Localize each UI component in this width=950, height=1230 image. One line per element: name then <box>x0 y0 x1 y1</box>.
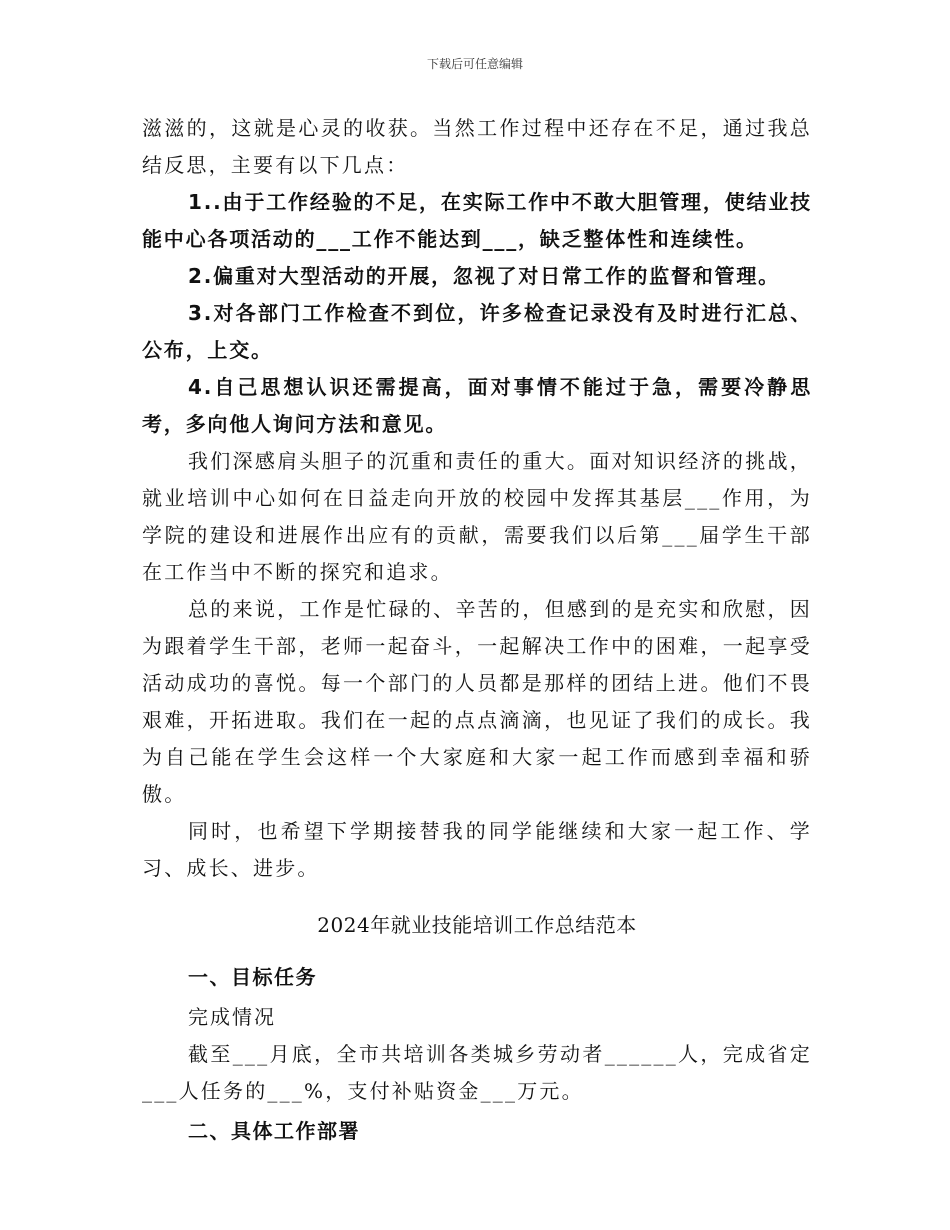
header-note: 下载后可任意编辑 <box>426 57 523 71</box>
subheading-completion: 完成情况 <box>188 1005 276 1029</box>
section-title: 2024年就业技能培训工作总结范本 <box>317 913 637 937</box>
heading-target-tasks: 一、目标任务 <box>188 965 317 989</box>
document-body <box>142 110 812 1153</box>
paragraph-hope: 同时，也希望下学期接替我的同学能继续和大家一起工作、学习、成长、进步。 <box>142 819 812 880</box>
paragraph-intro: 滋滋的，这就是心灵的收获。当然工作过程中还存在不足，通过我总结反思，主要有以下几点： <box>142 116 812 177</box>
issue-item-2: 2.偏重对大型活动的开展，忽视了对日常工作的监督和管理。 <box>188 264 780 288</box>
paragraph-summary: 总的来说，工作是忙碌的、辛苦的，但感到的是充实和欣慰，因为跟着学生干部，老师一起奋斗，一起解决工作中的困难，一起享受活动成功的喜悦。每一个部门的人员都是那样的团结上进。他们不畏艰难，开拓进取。我们在一起的点点滴滴，也见证了我们的成长。我为自己能在学生会这样一个大家庭和大家一起工作而感到幸福和骄傲。 <box>142 597 812 806</box>
issue-item-3: 3.对各部门工作检查不到位，许多检查记录没有及时进行汇总、公布，上交。 <box>142 301 812 362</box>
paragraph-stats: 截至___月底，全市共培训各类城乡劳动者______人，完成省定___人任务的___%，支付补贴资金___万元。 <box>142 1042 812 1103</box>
paragraph-responsibility: 我们深感肩头胆子的沉重和责任的重大。面对知识经济的挑战，就业培训中心如何在日益走向开放的校园中发挥其基层___作用，为学院的建设和进展作出应有的贡献，需要我们以后第___届学生干部在工作当中不断的探究和追求。 <box>142 449 812 584</box>
issue-item-4: 4.自己思想认识还需提高，面对事情不能过于急，需要冷静思考，多向他人询问方法和意见。 <box>142 375 812 436</box>
heading-work-deployment: 二、具体工作部署 <box>188 1119 360 1143</box>
issue-item-1: 1..由于工作经验的不足，在实际工作中不敢大胆管理，使结业技能中心各项活动的___工作不能达到___，缺乏整体性和连续性。 <box>142 190 812 251</box>
